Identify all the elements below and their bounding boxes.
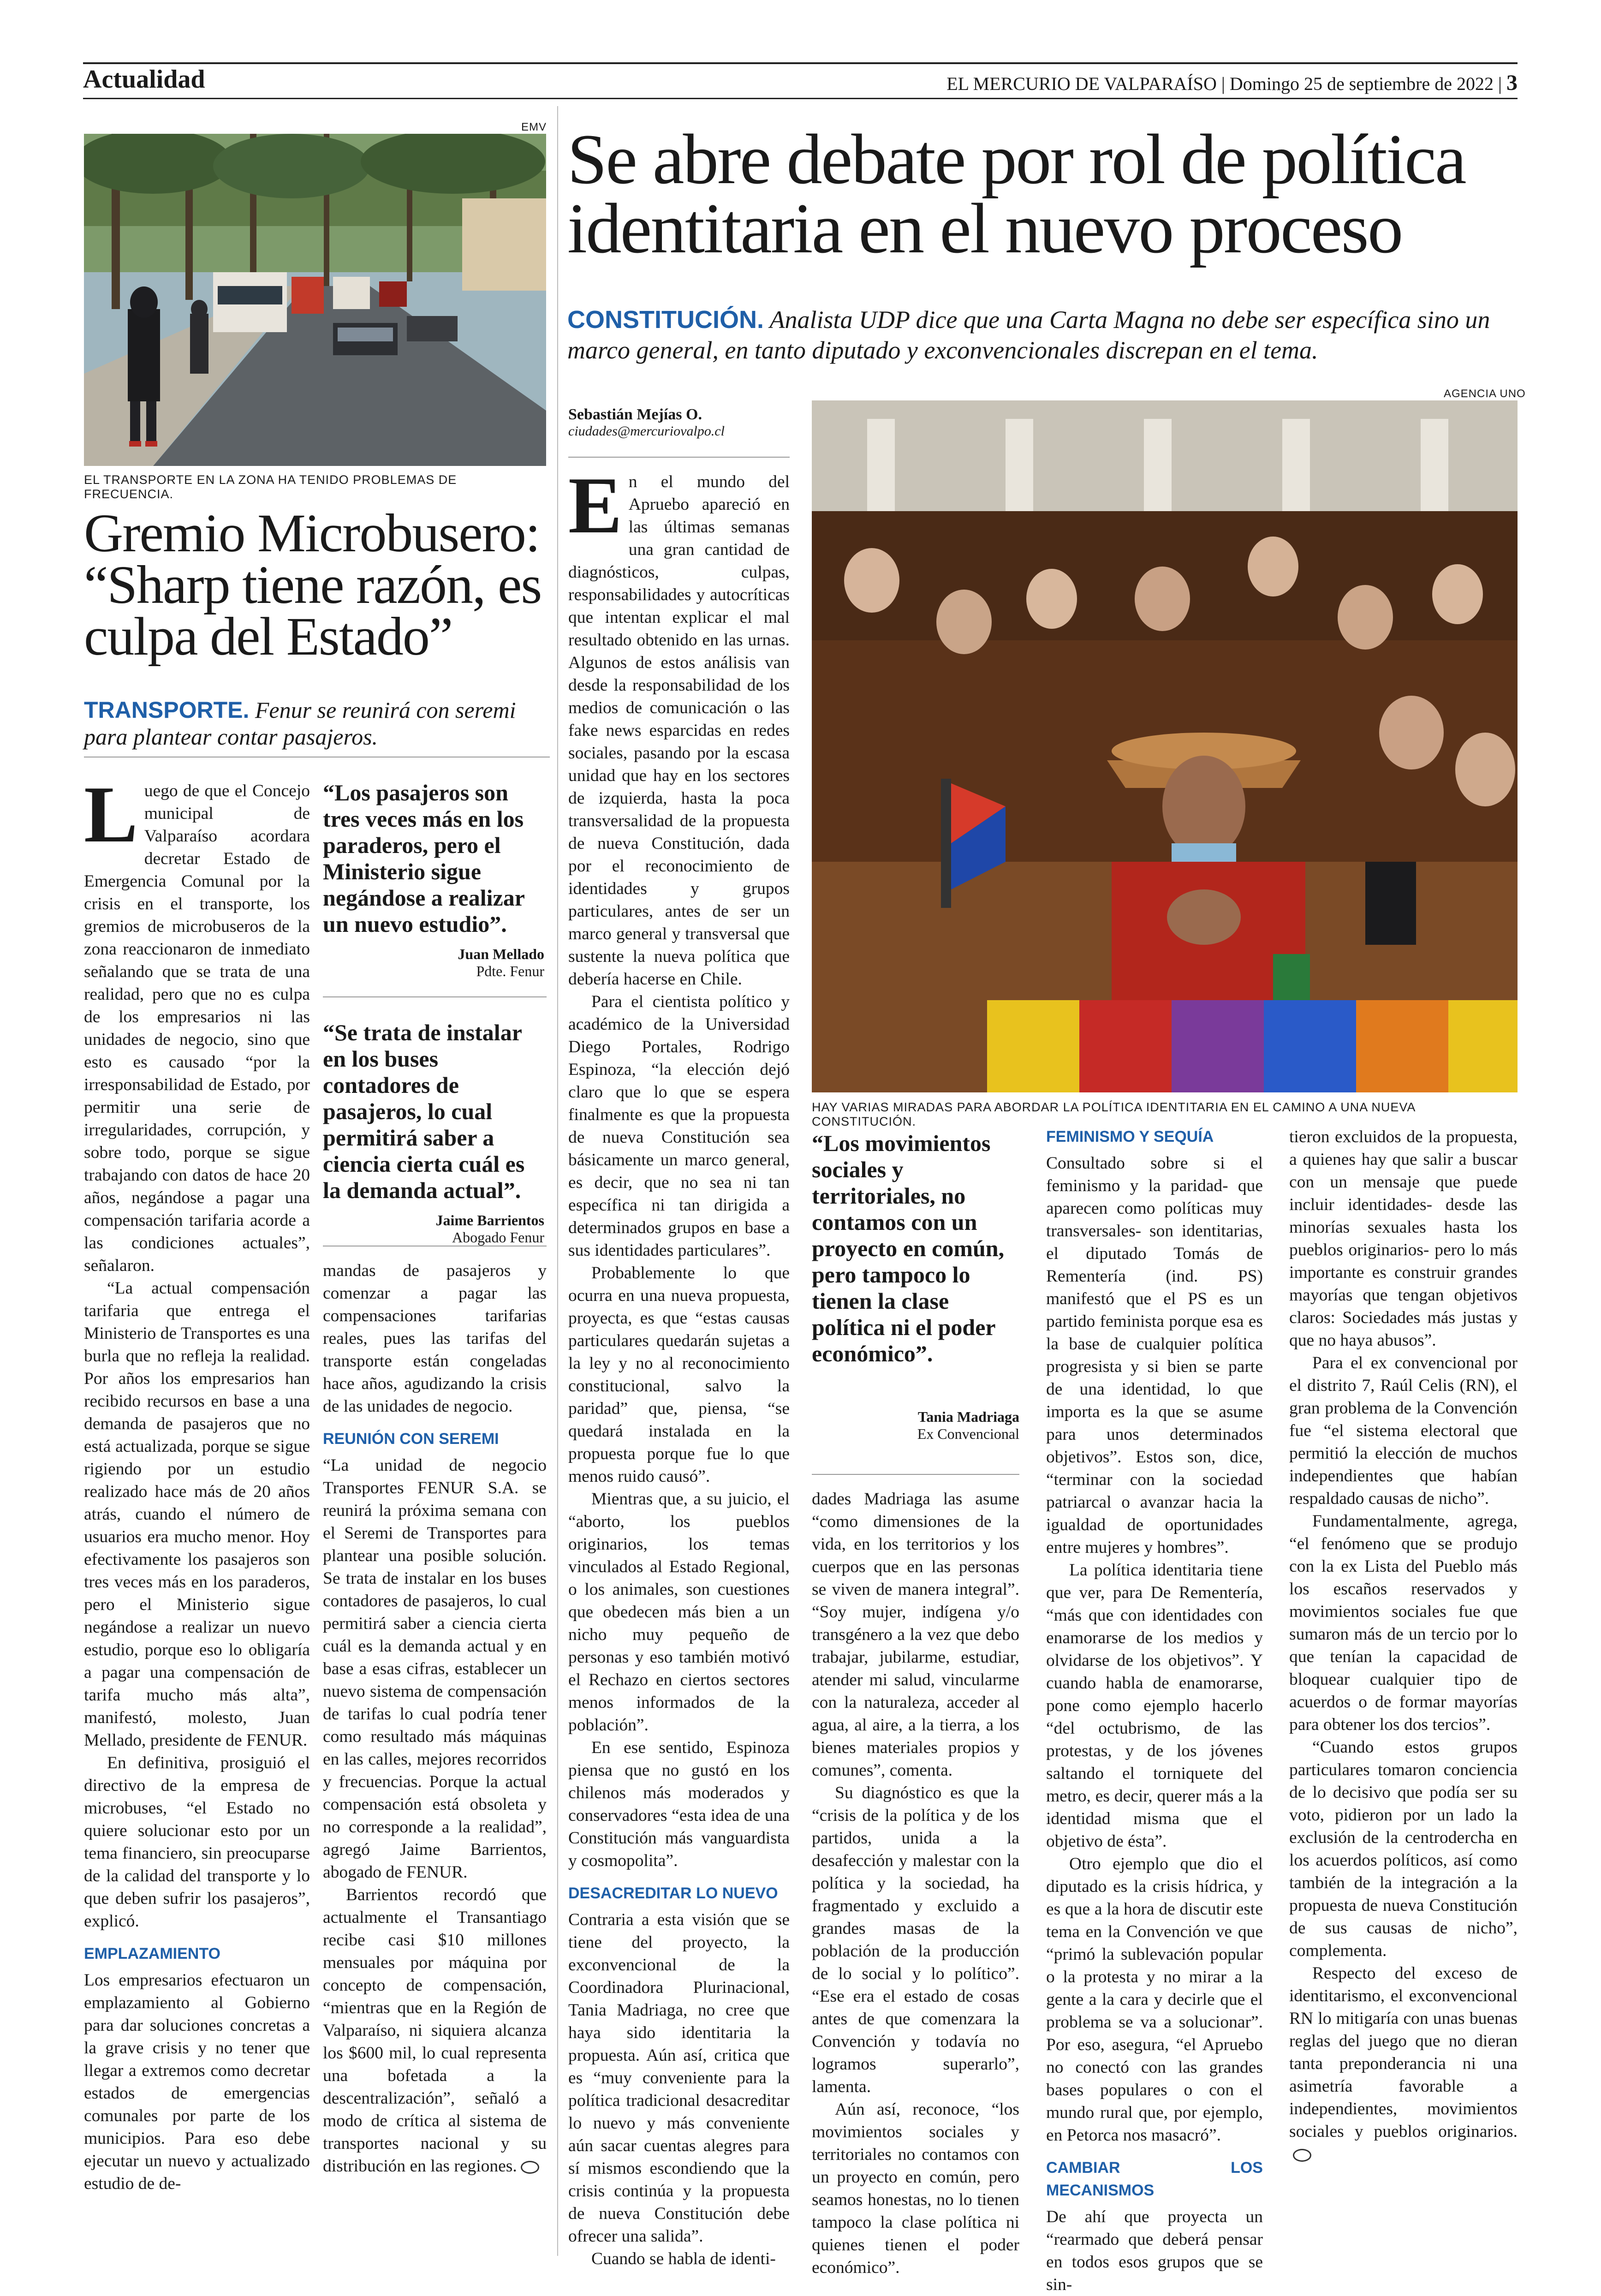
subhead: CAMBIAR LOS MECANISMOS	[1046, 2159, 1263, 2199]
quote-role: Ex Convencional	[917, 1425, 1019, 1442]
top-rule	[83, 62, 1518, 64]
article-column	[1046, 1126, 1263, 2296]
paragraph: Otro ejemplo que dio el diputado es la crisis hídrica, y es que a la hora de discutir este tema en la Convención ve que “primó la sublevación popular o la protesta y no mirar a la gente a la cara y decirle que el problema se va a solucionar”. Por eso, asegura, “el Apruebo no conectó con las grandes bases populares o con el mundo rural que, por ejemplo, en Petorca nos masacró”.	[1046, 1855, 1263, 2145]
paragraph-text: uego de que el Concejo municipal de Valparaíso acordara decretar Estado de Emergencia Comunal por la crisis en el transporte, los gremios de microbuseros de la zona reaccionaron de inmediato señalando que se trata de una realidad, pero que no es culpa de los empresarios ni las unidades de negocio, sino que esto es causado “por la irresponsabilidad de Estado, por permitir una serie de irregularidades, corrupción, y sobre todo, porque se sigue trabajando con datos de hace 20 años, negándose a pagar una compensación tarifaria acorde a las condiciones actuales”, señalaron.	[84, 781, 310, 1275]
issue-date: Domingo 25 de septiembre de 2022	[1229, 73, 1494, 94]
separator: |	[1221, 73, 1230, 94]
paragraph-text: n el mundo del Apruebo apareció en las últimas semanas una gran cantidad de diagnósticos, culpas, responsabilidades y autocríticas que intentan explicar el mal resultado obtenido en las urnas. Algunos de estos análisis van desde la responsabilidad de los medios de comunicación o las fake news esparcidas en redes sociales, pasando por la escasa unidad que hay en los sectores de izquierda, hasta la poca transversalidad de la propuesta de nueva Constitución, dada por el reconocimiento de identidades y grupos particulares, antes de ser un marco general y transversal que sustente la nueva política que debería hacerse en Chile.	[568, 472, 790, 989]
pull-quote	[812, 1130, 1019, 1443]
paragraph: “Cuando estos grupos particulares tomaron conciencia de lo decisivo que podía ser su voto, pidieron por un lado la exclusión de la centrodercha en los acuerdos políticos, así como también de la integración a la propuesta de nueva Constitución de sus causas de nicho”, complementa.	[1289, 1738, 1518, 1960]
paragraph: tieron excluidos de la propuesta, a quienes hay que salir a buscar con un mensaje que puede incluir identidades- desde las minorías sexuales hasta los pueblos originarios- pero lo más importante es construir grandes mayorías que tengan objetivos claros: Sociedades más justas y que no haya abusos”.	[1289, 1127, 1518, 1350]
paragraph: Mientras que, a su juicio, el “aborto, los pueblos originarios, los temas vinculados al Estado Regional, o los animales, son cuestiones que obedecen más bien a un nicho muy pequeño de personas y eso también motivó el Rechazo en ciertos sectores menos informados de la población”.	[568, 1490, 790, 1735]
paragraph: Aún así, reconoce, “los movimientos sociales y territoriales no contamos con un proyecto en común, pero seamos honestas, no lo tienen tampoco la clase política ni quienes tienen el poder económico”.	[812, 2100, 1019, 2277]
paragraph: En ese sentido, Espinoza piensa que no gustó en los chilenos más moderados y conservadores “esta idea de una Constitución más vanguardista y cosmopolita”.	[568, 1738, 790, 1870]
paragraph: De ahí que proyecta un “rearmado que deberá pensar en todos esos grupos que se sin-	[1046, 2207, 1263, 2294]
paragraph	[323, 1884, 547, 2177]
paragraph	[84, 769, 310, 1277]
article-column	[812, 1488, 1019, 2279]
kicker: TRANSPORTE.	[84, 697, 250, 723]
paragraph: Los empresarios efectuaron un emplazamiento al Gobierno para dar soluciones concretas a la grave crisis y no tener que llegar a extremos como decretar estados de emergencias comunales por parte de los municipios. Para eso debe ejecutar un nuevo y actualizado estudio de de-	[84, 1971, 310, 2193]
dek-text: Analista UDP dice que una Carta Magna no debe ser específica sino un marco general, en tanto diputado y exconvencionales discrepan en el tema.	[567, 306, 1490, 364]
headline: Gremio Microbusero: “Sharp tiene razón, es culpa del Estado”	[84, 503, 542, 667]
paragraph	[568, 460, 790, 990]
photo-credit: AGENCIA UNO	[1444, 388, 1526, 400]
article-column	[323, 1259, 547, 2177]
subhead: REUNIÓN CON SEREMI	[323, 1430, 499, 1448]
rule	[812, 1474, 1019, 1475]
subhead: DESACREDITAR LO NUEVO	[568, 1885, 778, 1902]
quote-text: “Los movimientos sociales y territoriales, no contamos con un proyecto en común, pero tampoco lo tienen la clase política ni el poder económico”.	[812, 1130, 1005, 1366]
quote-text: “Se trata de instalar en los buses contadores de pasajeros, lo cual permitirá saber a ciencia cierta cuál es la demanda actual”.	[323, 1020, 525, 1203]
article-column	[1289, 1126, 1518, 2165]
main-headline: Se abre debate por rol de política identitaria en el nuevo proceso	[567, 119, 1465, 268]
photo-credit: EMV	[521, 121, 547, 133]
photo-caption: EL TRANSPORTE EN LA ZONA HA TENIDO PROBLEMAS DE FRECUENCIA.	[84, 473, 457, 501]
end-mark-icon	[1293, 2149, 1311, 2162]
main-dek	[567, 304, 1518, 365]
section-label: Actualidad	[83, 65, 205, 94]
article-column	[568, 460, 790, 2270]
paragraph: Su diagnóstico es que la “crisis de la política y de los partidos, unida a la desafección y malestar con la política y la sociedad, ha fragmentado y excluido a grandes masas de la población de la producción de lo social y lo político”. “Ese era el estado de cosas antes de que comenzara la Convención y todavía no logramos superarlo”, lamenta.	[812, 1783, 1019, 2096]
subhead: FEMINISMO Y SEQUÍA	[1046, 1128, 1214, 1145]
paragraph: Para el ex convencional por el distrito 7, Raúl Celis (RN), el gran problema de la Convención fue “el sistema electoral que permitió la elección de muchos independientes que habían respaldado causas de nicho”.	[1289, 1354, 1518, 1508]
quote-text: “Los pasajeros son tres veces más en los paraderos, pero el Ministerio sigue negándose a realizar un nuevo estudio”.	[323, 780, 525, 937]
paragraph	[1289, 1962, 1518, 2165]
paragraph: Para el cientista político y académico de la Universidad Diego Portales, Rodrigo Espinoza, “la elección dejó claro que lo que se espera finalmente es que la propuesta de nueva Constitución sea básicamente un marco general, es decir, que no sea ni tan específica ni tan dirigida a determinados grupos en base a sus identidades particulares”.	[568, 992, 790, 1260]
byline: Sebastián Mejías O.	[568, 406, 702, 423]
quote-name: Tania Madriaga	[917, 1408, 1019, 1425]
paragraph: “La actual compensación tarifaria que entrega el Ministerio de Transportes es una burla que no refleja la realidad. Por años los empresarios han recibido recursos en base a una demanda de pasajeros que no está actualizada, porque se sigue rigiendo por un estudio realizado hace más de 20 años atrás, cuando el número de usuarios era mucho menor. Hoy efectivamente los pasajeros son tres veces más en los paraderos, pero el Ministerio sigue negándose a realizar un nuevo estudio, porque eso lo obligaría a pagar una compensación de tarifa mucho más alta”, manifestó, molesto, Juan Mellado, presidente de FENUR.	[84, 1279, 310, 1750]
paragraph: dades Madriaga las asume “como dimensiones de la vida, en los territorios y los cuerpos que en las personas se viven de manera integral”. “Soy mujer, indígena y/o transgénero a la vez que debo trabajar, jubilarme, estudiar, atender mi salud, vincularme con la naturaleza, acceder al agua, al aire, a la tierra, a los bienes materiales propios y comunes”, comenta.	[812, 1490, 1019, 1780]
newspaper-name: EL MERCURIO DE VALPARAÍSO	[946, 73, 1217, 94]
quote-role: Abogado Fenur	[452, 1229, 544, 1246]
paragraph: Cuando se habla de identi-	[591, 2249, 776, 2268]
paragraph: En definitiva, prosiguió el directivo de la empresa de microbuses, “el Estado no quiere solucionar esto por un tema financiero, sin preocuparse de la calidad del transporte y lo que deben sufrir los pasajeros”, explicó.	[84, 1753, 310, 1931]
header-rule	[83, 98, 1518, 99]
pull-quote	[323, 1020, 544, 1246]
paragraph: Fundamentalmente, agrega, “el fenómeno que se produjo con la ex Lista del Pueblo más los escaños reservados y movimientos sociales fue que sumaron más de un tercio por lo que tenían la capacidad de bloquear cualquier tipo de acuerdos o de formar mayorías para obtener los dos tercios”.	[1289, 1512, 1518, 1734]
byline-block	[568, 406, 790, 439]
kicker: CONSTITUCIÓN.	[567, 306, 764, 334]
dek	[84, 697, 550, 750]
paragraph: mandas de pasajeros y comenzar a pagar las compensaciones tarifarias reales, pues las tarifas del transporte están congeladas hace años, agudizando la crisis de las unidades de negocio.	[323, 1261, 547, 1416]
end-mark-icon	[521, 2161, 539, 2174]
masthead	[946, 70, 1518, 95]
paragraph: La política identitaria tiene que ver, para De Rementería, “más que con identidades con enamorarse de los medios y olvidarse de los objetivos”. Y cuando habla de enamorarse, pone como ejemplo hacerlo “del octubrismo, de las protestas, y de los jóvenes saltando el torniquete del metro, es decir, querer más a la identidad misma que el objetivo de ésta”.	[1046, 1561, 1263, 1851]
quote-name: Juan Mellado	[458, 946, 544, 962]
page-number: 3	[1506, 71, 1518, 95]
drop-cap: L	[84, 769, 138, 859]
street-photo	[84, 134, 546, 466]
paragraph-text: Respecto del exceso de identitarismo, el exconvencional RN lo mitigaría con unas buenas reglas del juego que no dieran tanta preponderancia ni una asimetría favorable a independientes, movimientos sociales y pueblos originarios.	[1289, 1964, 1518, 2141]
rule	[323, 996, 547, 997]
assembly-photo	[812, 400, 1518, 1092]
author-email: ciudades@mercuriovalpo.cl	[568, 423, 725, 439]
quote-role: Pdte. Fenur	[476, 963, 544, 979]
dek-text: Fenur se reunirá con seremi para plantear contar pasajeros.	[84, 697, 516, 750]
column-divider	[557, 106, 558, 2256]
quote-name: Jaime Barrientos	[435, 1212, 544, 1229]
rule	[568, 457, 790, 458]
paragraph: Probablemente lo que ocurra en una nueva propuesta, proyecta, es que “estas causas particulares quedarán sujetas a la ley y no al reconocimiento constitucional, salvo la paridad” que, piensa, “se quedará instalada en la propuesta porque fue lo que menos ruido causó”.	[568, 1264, 790, 1486]
paragraph-text: Barrientos recordó que actualmente el Transantiago recibe casi $10 millones mensuales por máquina por concepto de compensación, “mientras que en la Región de Valparaíso, ni siquiera alcanza los $600 mil, lo cual representa una bofetada a la descentralización”, señaló a modo de crítica al sistema de transportes nacional y su distribución en las regiones.	[323, 1885, 547, 2176]
pull-quote	[323, 780, 544, 980]
paragraph: Contraria a esta visión que se tiene del proyecto, la exconvencional de la Coordinadora Plurinacional, Tania Madriaga, no cree que haya sido identitaria la propuesta. Aún así, critica que es “muy conveniente para la política tradicional desacreditar lo nuevo y más conveniente aún sacar cuentas alegres para sí mismos escondiendo que la crisis continúa y la propuesta de nueva Constitución debe ofrecer una salida”.	[568, 1910, 790, 2246]
article-column	[84, 769, 310, 2195]
separator: |	[1498, 73, 1506, 94]
photo-caption: HAY VARIAS MIRADAS PARA ABORDAR LA POLÍTICA IDENTITARIA EN EL CAMINO A UNA NUEVA CONSTITUCIÓN.	[812, 1100, 1415, 1128]
drop-cap: E	[568, 460, 622, 550]
subhead: EMPLAZAMIENTO	[84, 1945, 220, 1962]
paragraph: Consultado sobre si el feminismo y la paridad- que aparecen como políticas muy transversales- son identitarias, el diputado Tomás de Rementería (ind. PS) manifestó que el PS es un partido feminista porque esa es la base de cualquier política progresista y si bien se parte de una identidad, lo que importa es la que se asume para unos determinados objetivos”. Estos son, dice, “terminar con la sociedad patriarcal o avanzar hacia la igualdad de oportunidades entre mujeres y hombres”.	[1046, 1154, 1263, 1557]
paragraph: “La unidad de negocio Transportes FENUR S.A. se reunirá la próxima semana con el Seremi de Transportes para plantear una posible solución. Se trata de instalar en los buses contadores de pasajeros, lo cual permitirá saber a ciencia cierta cuál es la demanda actual y en base a esas cifras, establecer un nuevo sistema de compensación de tarifas lo cual podría tener como resultado más máquinas en las calles, mejores recorridos y frecuencias. Porque la actual compensación está obsoleta y no corresponde a la realidad”, agregó Jaime Barrientos, abogado de FENUR.	[323, 1456, 547, 1882]
